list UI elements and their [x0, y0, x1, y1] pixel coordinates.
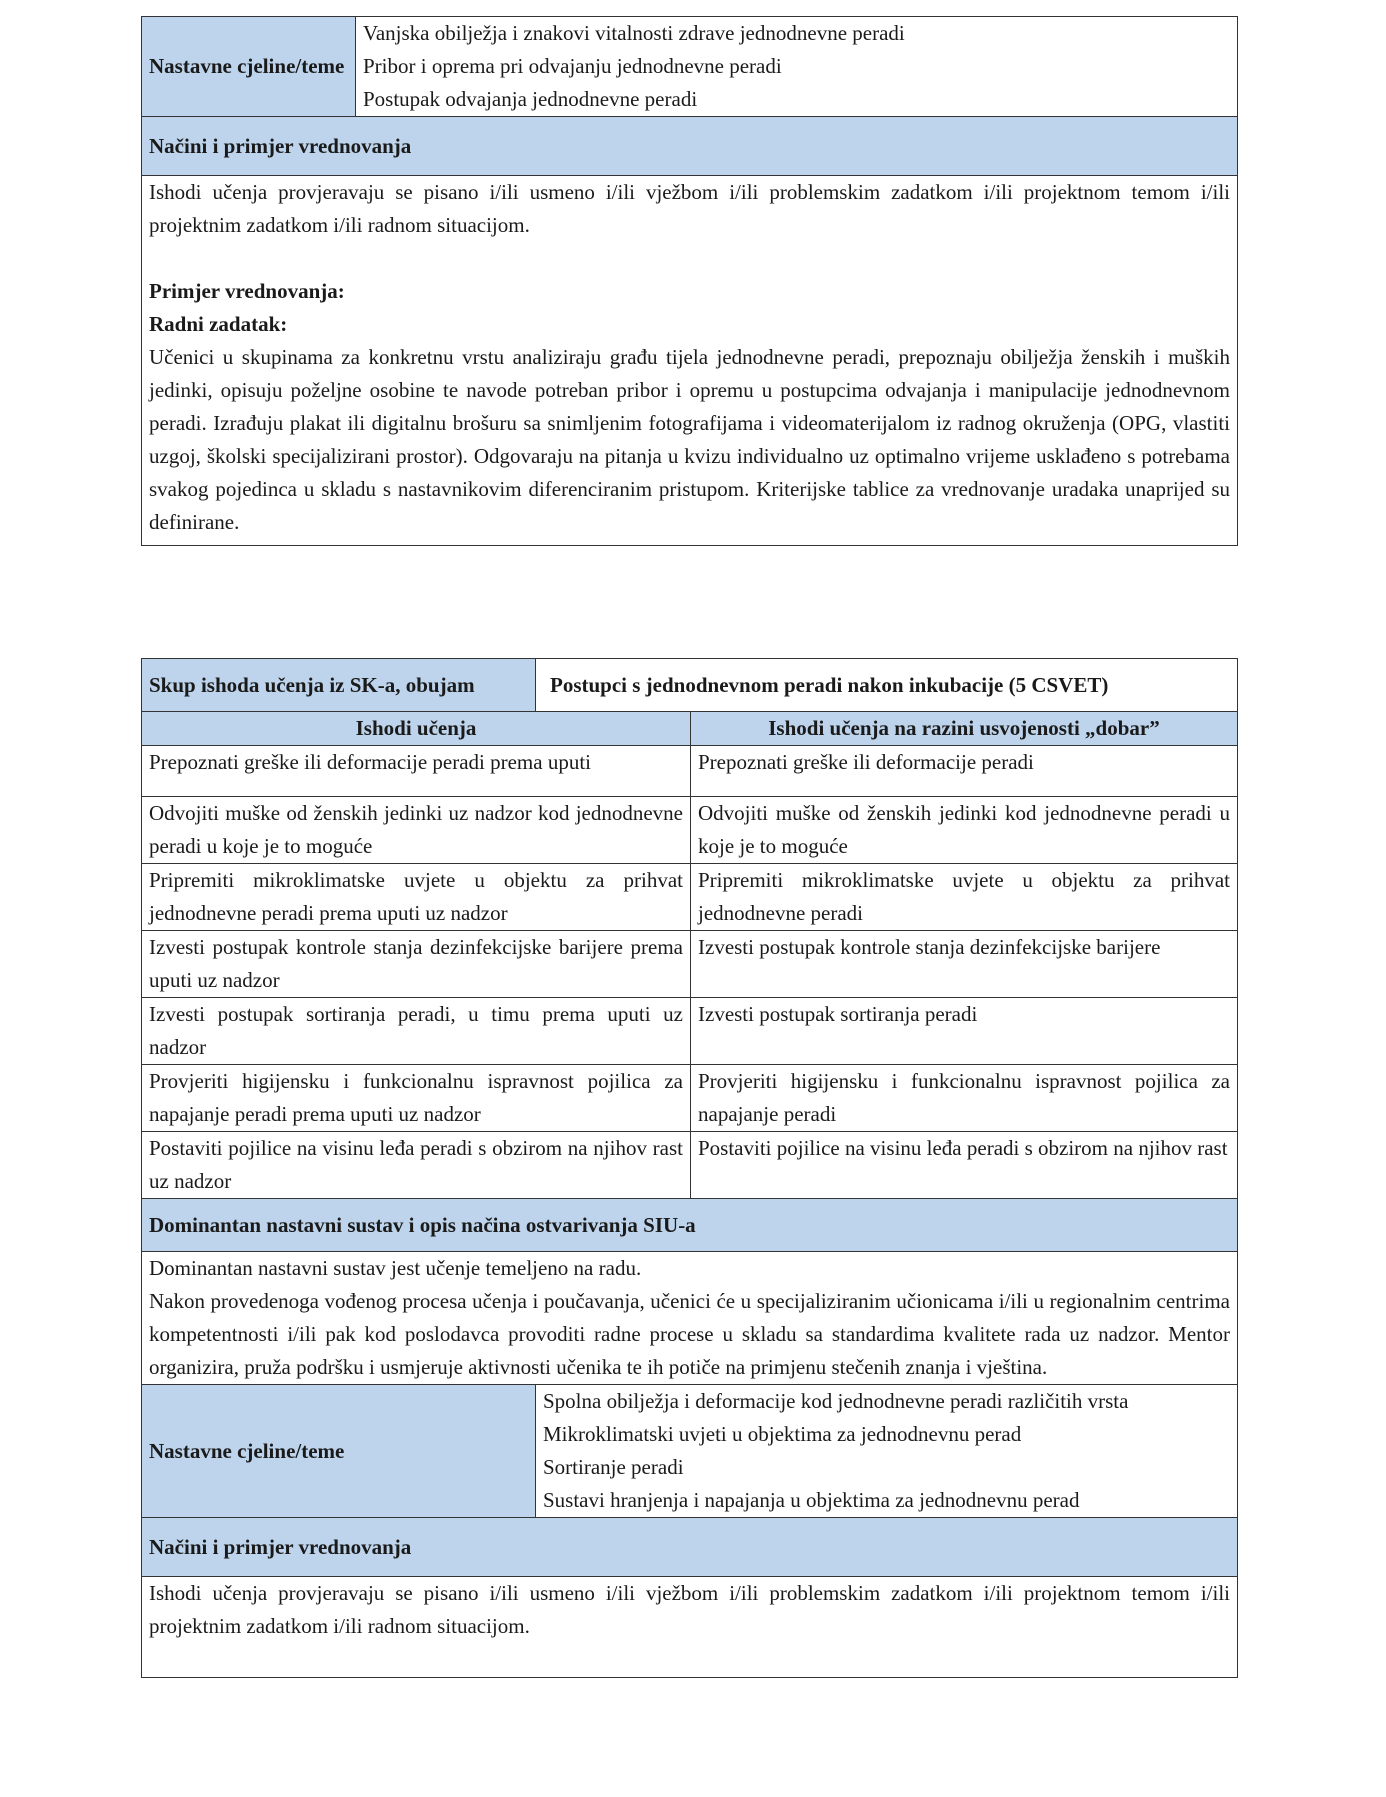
outcome-good-cell: Pripremiti mikroklimatske uvjete u objektu za prihvat jednodnevne peradi — [691, 864, 1238, 931]
column-header-outcomes: Ishodi učenja — [142, 712, 691, 746]
outcome-cell: Izvesti postupak sortiranja peradi, u timu prema uputi uz nadzor — [142, 998, 691, 1065]
assessment-header-row — [142, 1518, 1238, 1577]
outcome-cell: Izvesti postupak kontrole stanja dezinfekcijske barijere prema uputi uz nadzor — [142, 931, 691, 998]
outcome-cell: Pripremiti mikroklimatske uvjete u objektu za prihvat jednodnevne peradi prema uputi uz nadzor — [142, 864, 691, 931]
topics-list — [536, 1385, 1238, 1518]
topic-item: Spolna obilježja i deformacije kod jednodnevne peradi različitih vrsta — [543, 1389, 1129, 1413]
topics-row — [142, 1385, 1238, 1518]
system-header-row — [142, 1199, 1238, 1252]
column-header-good-level: Ishodi učenja na razini usvojenosti „dobar” — [691, 712, 1238, 746]
outcome-good-cell: Prepoznati greške ili deformacije peradi — [691, 746, 1238, 797]
topic-item: Pribor i oprema pri odvajanju jednodnevne peradi — [363, 54, 782, 78]
topic-item: Postupak odvajanja jednodnevne peradi — [363, 87, 698, 111]
curriculum-table-2 — [141, 658, 1238, 1678]
topic-item: Sustavi hranjenja i napajanja u objektima za jednodnevnu perad — [543, 1488, 1080, 1512]
spacer — [149, 242, 1230, 275]
assessment-text: Ishodi učenja provjeravaju se pisano i/ili usmeno i/ili vježbom i/ili problemskim zadatkom i/ili projektnom temom i/ili projektnim zadatkom i/ili radnom situacijom. — [149, 180, 1230, 237]
outcome-cell: Odvojiti muške od ženskih jedinki uz nadzor kod jednodnevne peradi u koje je to moguće — [142, 797, 691, 864]
column-header-row — [142, 712, 1238, 746]
outcome-good-cell: Postaviti pojilice na visinu leđa peradi s obzirom na njihov rast — [691, 1132, 1238, 1199]
assessment-row — [142, 176, 1238, 546]
set-label: Skup ishoda učenja iz SK-a, obujam — [142, 659, 536, 712]
outcome-row — [142, 998, 1238, 1065]
system-row — [142, 1252, 1238, 1385]
outcome-good-cell: Provjeriti higijensku i funkcionalnu ispravnost pojilica za napajanje peradi — [691, 1065, 1238, 1132]
set-row — [142, 659, 1238, 712]
outcome-row — [142, 864, 1238, 931]
assessment-cell — [142, 176, 1238, 546]
outcome-cell: Postaviti pojilice na visinu leđa peradi s obzirom na njihov rast uz nadzor — [142, 1132, 691, 1199]
outcome-good-cell: Izvesti postupak sortiranja peradi — [691, 998, 1238, 1065]
outcome-row — [142, 1065, 1238, 1132]
outcome-row — [142, 797, 1238, 864]
assessment-text: Ishodi učenja provjeravaju se pisano i/ili usmeno i/ili vježbom i/ili problemskim zadatkom i/ili projektnom temom i/ili projektnim zadatkom i/ili radnom situacijom. — [142, 1577, 1238, 1678]
outcome-row — [142, 1132, 1238, 1199]
outcome-row — [142, 931, 1238, 998]
system-line: Dominantan nastavni sustav jest učenje temeljeno na radu. — [149, 1256, 642, 1280]
topics-label: Nastavne cjeline/teme — [142, 1385, 536, 1518]
outcome-cell: Prepoznati greške ili deformacije peradi prema uputi — [142, 746, 691, 797]
outcome-good-cell: Izvesti postupak kontrole stanja dezinfekcijske barijere — [691, 931, 1238, 998]
system-cell — [142, 1252, 1238, 1385]
outcome-row — [142, 746, 1238, 797]
topic-item: Mikroklimatski uvjeti u objektima za jednodnevnu perad — [543, 1422, 1022, 1446]
outcome-good-cell: Odvojiti muške od ženskih jedinki kod jednodnevne peradi u koje je to moguće — [691, 797, 1238, 864]
topics-row — [142, 17, 1238, 117]
system-text: Nakon provedenoga vođenog procesa učenja i poučavanja, učenici će u specijaliziranim učionicama i/ili u regionalnim centrima kompetentnosti i/ili pak kod poslodavca provoditi radne procese u skladu sa standardima kvalitete rada uz nadzor. Mentor organizira, pruža podršku i usmjeruje aktivnosti učenika te ih potiče na primjenu stečenih znanja i vještina. — [149, 1289, 1230, 1379]
topics-label: Nastavne cjeline/teme — [142, 17, 356, 117]
assessment-header-row — [142, 117, 1238, 176]
assessment-row — [142, 1577, 1238, 1678]
topic-item: Sortiranje peradi — [543, 1455, 684, 1479]
assessment-header: Načini i primjer vrednovanja — [142, 1518, 1238, 1577]
topics-list — [356, 17, 1238, 117]
system-header: Dominantan nastavni sustav i opis načina ostvarivanja SIU-a — [142, 1199, 1238, 1252]
assessment-header: Načini i primjer vrednovanja — [142, 117, 1238, 176]
example-title: Primjer vrednovanja: — [149, 279, 345, 303]
curriculum-table-1 — [141, 16, 1238, 546]
set-value: Postupci s jednodnevnom peradi nakon inkubacije (5 CSVET) — [536, 659, 1238, 712]
outcome-cell: Provjeriti higijensku i funkcionalnu ispravnost pojilica za napajanje peradi prema uputi uz nadzor — [142, 1065, 691, 1132]
task-text: Učenici u skupinama za konkretnu vrstu analiziraju građu tijela jednodnevne peradi, prepoznaju obilježja ženskih i muških jedinki, opisuju poželjne osobine te navode potreban pribor i opremu u postupcima odvajanja i manipulacije jednodnevnom peradi. Izrađuju plakat ili digitalnu brošuru sa snimljenim fotografijama i videomaterijalom iz radnog okruženja (OPG, vlastiti uzgoj, školski specijalizirani prostor). Odgovaraju na pitanja u kvizu individualno uz optimalno vrijeme usklađeno s potrebama svakog pojedinca u skladu s nastavnikovim diferenciranim pristupom. Kriterijske tablice za vrednovanje uradaka unaprijed su definirane. — [149, 345, 1230, 534]
topic-item: Vanjska obilježja i znakovi vitalnosti zdrave jednodnevne peradi — [363, 21, 905, 45]
task-title: Radni zadatak: — [149, 312, 288, 336]
